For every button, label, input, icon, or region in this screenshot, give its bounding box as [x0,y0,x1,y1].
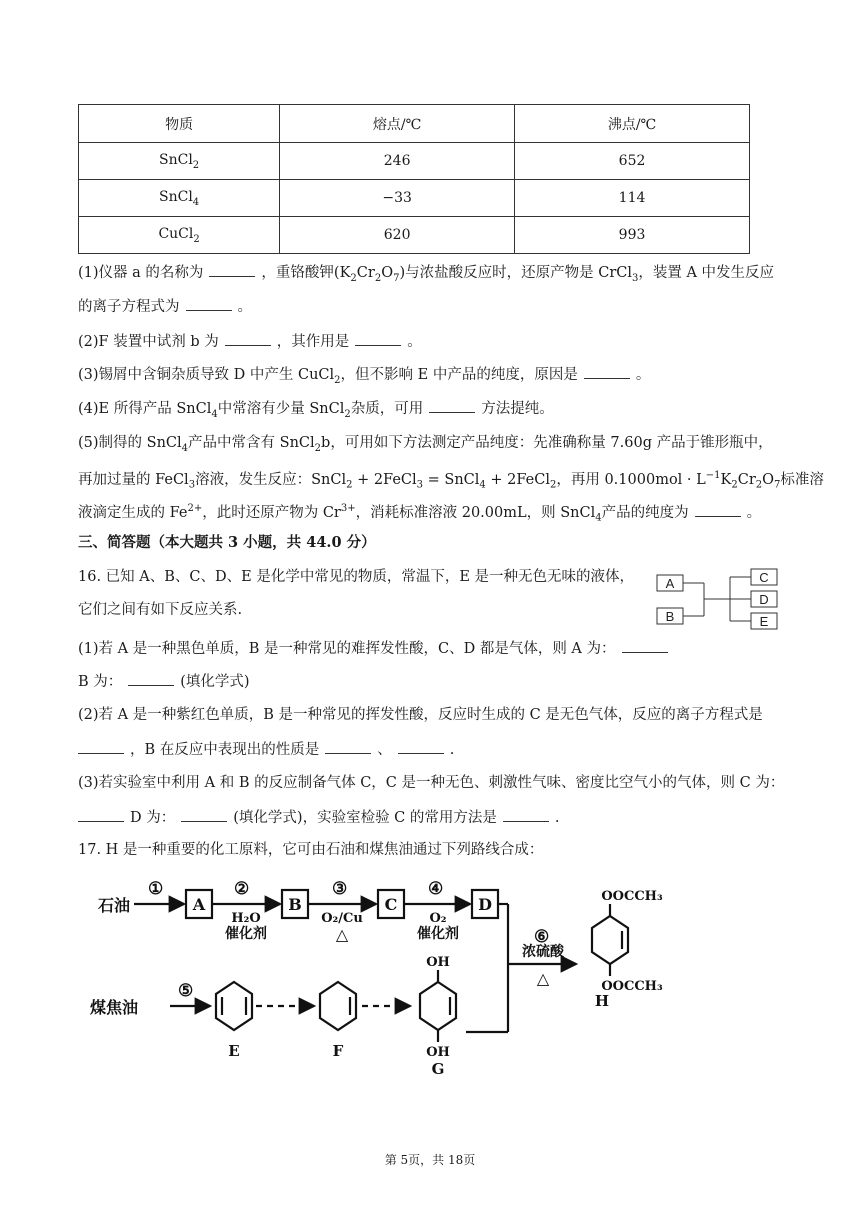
answer-blank[interactable] [186,296,232,311]
reaction-box-diagram [654,566,780,634]
q16-part3-line1: (3)若实验室中利用 A 和 B 的反应制备气体 C，C 是一种无色、刺激性气味、密度比空气小的气体，则 C 为： [78,775,785,791]
q15-part2: (2)F 装置中试剂 b 为 ，其作用是 。 [78,331,422,352]
answer-blank[interactable] [695,502,741,517]
page-footer: 第 5页，共 18页 [384,1153,476,1167]
cell-bp: 114 [515,180,750,217]
box-a: A [192,895,206,914]
q16-intro-line1: 16. 已知 A、B、C、D、E 是化学中常见的物质，常温下，E 是一种无色无味的液体， [78,569,635,585]
cond-2b: 催化剂 [225,926,267,942]
start-petroleum: 石油 [98,896,131,915]
step-4: ④ [428,879,444,899]
cell-bp: 993 [515,217,750,254]
q15-part1-line2: 的离子方程式为 。 [78,296,252,317]
step-2: ② [234,879,250,899]
answer-blank[interactable] [622,638,668,653]
box-label-a: A [665,576,675,591]
q16-part2-line2: ，B 在反应中表现出的性质是 、 . [78,739,454,760]
cond-2: H₂O [231,911,261,926]
q16-part3-line2: D 为： (填化学式)，实验室检验 C 的常用方法是 . [78,807,560,828]
answer-blank[interactable] [584,364,630,379]
answer-blank[interactable] [355,331,401,346]
answer-blank[interactable] [398,739,444,754]
answer-blank[interactable] [225,331,271,346]
box-c: C [384,895,398,914]
answer-blank[interactable] [325,739,371,754]
table-row [79,180,750,217]
box-label-d: D [759,592,769,607]
cond-4: O₂ [429,911,447,926]
q15-part1-line1: (1)仪器 a 的名称为 ，重铬酸钾$(K_2Cr_2O_7)$与浓盐酸反应时，还原产物是 CrCl$_3$，装置 A 中发生反应 [78,262,774,289]
answer-blank[interactable] [128,671,174,686]
q16-intro-line2: 它们之间有如下反应关系. [78,602,243,618]
box-d: D [478,895,492,914]
table-row [79,143,750,180]
cell-substance: SnCl$_2$ [79,143,280,180]
q16-part1-line2: B 为： (填化学式) [78,671,250,692]
section-heading: 三、简答题（本大题共 3 小题，共 44.0 分） [78,534,376,551]
q16-part1-line1: (1)若 A 是一种黑色单质，B 是一种常见的难挥发性酸，C、D 都是气体，则 A 为： [78,638,674,659]
cell-substance: CuCl$_2$ [79,217,280,254]
table-header-row [79,105,750,143]
h-ester-top: OOCCH₃ [601,889,663,904]
cond-4b: 催化剂 [417,926,459,942]
step-5: ⑤ [178,981,194,1001]
label-h: H [594,992,610,1010]
cond-6: 浓硫酸 [522,944,564,960]
label-e: E [228,1042,240,1060]
q15-part5-line2: 再加过量的 FeCl$_3$溶液，发生反应：SnCl$_2$ + 2FeCl$_3$ = SnCl$_4$ + 2FeCl$_2$，再用 $0.1000mol \cdot L^{-1}K_2Cr_2O_7$标准溶 [78,470,824,491]
answer-blank[interactable] [181,807,227,822]
cell-bp: 652 [515,143,750,180]
cell-mp: 620 [280,217,515,254]
header-melting-point: 熔点/℃ [280,105,515,143]
properties-table [78,104,750,254]
answer-blank[interactable] [78,807,124,822]
q17-intro: 17. H 是一种重要的化工原料，它可由石油和煤焦油通过下列路线合成： [78,842,544,858]
box-b: B [288,895,302,914]
g-oh-bottom: OH [426,1045,450,1060]
header-substance: 物质 [79,105,280,143]
q15-part4: (4)E 所得产品 SnCl$_4$中常溶有少量 SnCl$_2$杂质，可用 方法提纯。 [78,398,554,425]
box-label-c: C [759,570,769,585]
box-label-e: E [759,614,769,629]
cond-3b: △ [335,925,349,944]
cell-mp: 246 [280,143,515,180]
cond-3: O₂/Cu [321,911,363,926]
answer-blank[interactable] [78,739,124,754]
step-3: ③ [332,879,348,899]
start-coal-tar: 煤焦油 [90,998,139,1017]
table-row [79,217,750,254]
box-label-b: B [665,609,675,624]
cell-substance: SnCl$_4$ [79,180,280,217]
q15-part5-line1: (5)制得的 SnCl$_4$产品中常含有 SnCl$_2$b，可用如下方法测定产品纯度：先准确称量 7.60g 产品于锥形瓶中， [78,435,773,454]
label-f: F [332,1042,344,1060]
q15-part5-line3: 液滴定生成的 $Fe^{2+}$，此时还原产物为 $Cr^{3+}$，消耗标准溶液 20.00mL，则 SnCl$_4$产品的纯度为 。 [78,503,762,524]
cell-mp: −33 [280,180,515,217]
q15-part3: (3)锡屑中含铜杂质导致 D 中产生 CuCl$_2$，但不影响 E 中产品的纯度，原因是 。 [78,364,650,391]
g-oh-top: OH [426,955,450,970]
header-boiling-point: 沸点/℃ [515,105,750,143]
answer-blank[interactable] [209,262,255,277]
cond-6b: △ [536,969,550,988]
step-6: ⑥ [534,927,550,947]
h-ester-bottom: OOCCH₃ [601,979,663,994]
step-1: ① [148,879,164,899]
label-g: G [431,1060,445,1078]
synthesis-scheme [88,866,718,1084]
q16-part2-line1: (2)若 A 是一种紫红色单质，B 是一种常见的挥发性酸，反应时生成的 C 是无色气体，反应的离子方程式是 [78,707,763,723]
answer-blank[interactable] [503,807,549,822]
answer-blank[interactable] [429,398,475,413]
